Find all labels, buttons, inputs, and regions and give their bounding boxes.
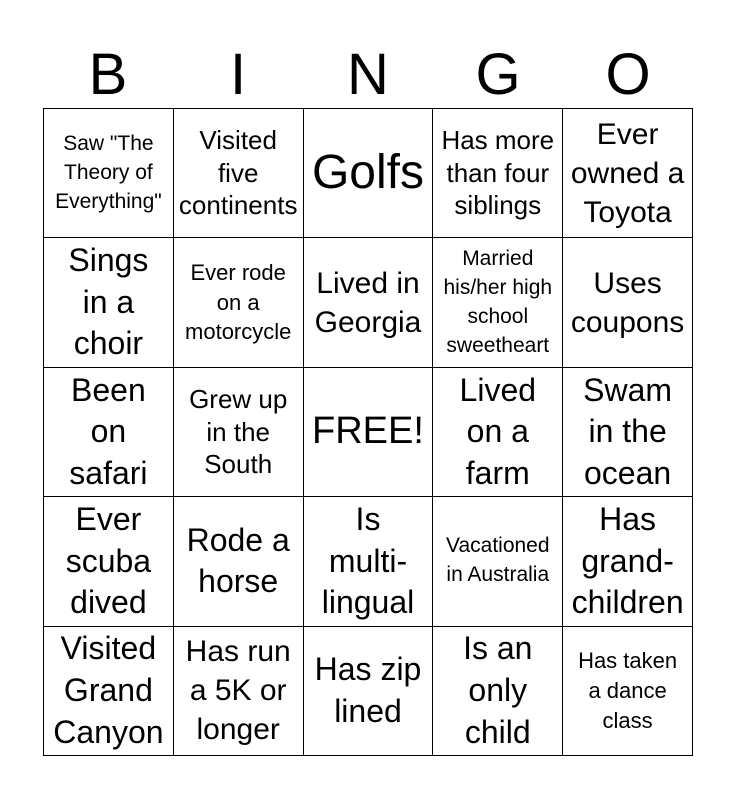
bingo-cell[interactable]	[563, 627, 693, 756]
bingo-board	[43, 108, 693, 756]
cell-text: Has more than four siblings	[441, 125, 555, 221]
bingo-header	[43, 42, 693, 108]
header-letter-o: O	[605, 42, 651, 107]
cell-text: Saw "The Theory of Everything"	[55, 131, 162, 213]
bingo-cell[interactable]	[563, 109, 693, 238]
bingo-cell[interactable]	[304, 109, 434, 238]
bingo-cell[interactable]	[44, 238, 174, 367]
cell-text: Has taken a dance class	[578, 648, 678, 733]
bingo-cell[interactable]	[433, 627, 563, 756]
bingo-cell[interactable]	[433, 238, 563, 367]
bingo-cell[interactable]	[44, 109, 174, 238]
bingo-cell[interactable]	[304, 497, 434, 626]
cell-text: Uses coupons	[570, 266, 685, 339]
bingo-cell[interactable]	[174, 238, 304, 367]
cell-text: Visited Grand Canyon	[53, 630, 164, 750]
bingo-cell[interactable]	[563, 368, 693, 497]
header-letter-b: B	[88, 42, 128, 107]
cell-text: Has run a 5K or longer	[185, 635, 291, 747]
cell-text: Golfs	[311, 145, 424, 199]
cell-text: Vacationed in Australia	[446, 534, 550, 587]
bingo-cell[interactable]	[304, 368, 434, 497]
header-letter-g: G	[475, 42, 521, 107]
cell-text: Is an only child	[463, 630, 533, 750]
cell-text: Has zip lined	[314, 651, 422, 729]
cell-text: Lived on a farm	[459, 371, 537, 491]
bingo-cell[interactable]	[304, 627, 434, 756]
bingo-cell[interactable]	[433, 368, 563, 497]
bingo-cell[interactable]	[563, 497, 693, 626]
bingo-cell[interactable]	[433, 109, 563, 238]
bingo-cell[interactable]	[563, 238, 693, 367]
cell-text: Ever owned a Toyota	[570, 117, 685, 229]
cell-text: Rode a horse	[186, 521, 290, 600]
bingo-cell[interactable]	[174, 497, 304, 626]
bingo-cell[interactable]	[44, 497, 174, 626]
cell-text: Ever rode on a motorcycle	[185, 260, 292, 345]
cell-text: Married his/her high school sweetheart	[443, 246, 553, 357]
cell-text: Sings in a choir	[68, 242, 149, 362]
cell-text: Swam in the ocean	[583, 371, 673, 491]
bingo-cell[interactable]	[44, 627, 174, 756]
bingo-cell[interactable]	[304, 238, 434, 367]
header-letter-i: I	[229, 42, 247, 107]
cell-text: Has grand- children	[571, 501, 684, 621]
bingo-cell[interactable]	[174, 368, 304, 497]
bingo-cell[interactable]	[433, 497, 563, 626]
header-letter-n: N	[347, 42, 389, 107]
cell-text: Lived in Georgia	[314, 266, 422, 339]
free-space: FREE!	[312, 410, 424, 453]
cell-text: Visited five continents	[178, 125, 298, 221]
cell-text: Ever scuba dived	[65, 501, 152, 621]
cell-text: Grew up in the South	[189, 384, 288, 480]
cell-text: Is multi- lingual	[321, 501, 415, 621]
cell-text: Been on safari	[69, 371, 148, 491]
bingo-cell[interactable]	[174, 627, 304, 756]
bingo-cell[interactable]	[174, 109, 304, 238]
bingo-cell[interactable]	[44, 368, 174, 497]
